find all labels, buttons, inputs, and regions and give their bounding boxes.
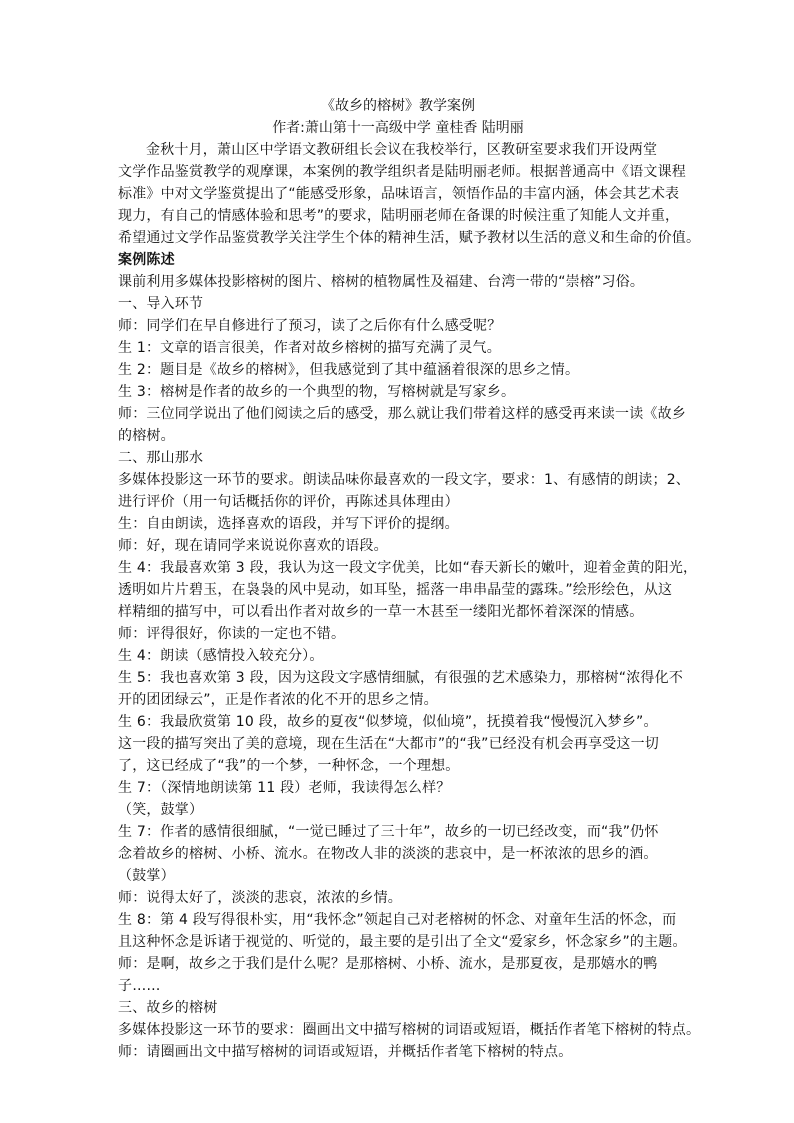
paragraph-line: 师：好，现在请同学来说说你喜欢的语段。: [118, 538, 388, 554]
paragraph-line: 标准》中对文学鉴赏提出了“能感受形象，品味语言，领悟作品的丰富内涵，体会其艺术表: [118, 186, 680, 202]
paragraph-line: 生 8：第 4 段写得很朴实，用“我怀念”领起自己对老榕树的怀念、对童年生活的怀念，而: [118, 912, 677, 928]
paragraph-line: 师：同学们在早自修进行了预习，读了之后你有什么感受呢？: [118, 318, 502, 334]
paragraph-line: 师：评得很好，你读的一定也不错。: [118, 626, 346, 642]
paragraph-line: 希望通过文学作品鉴赏教学关注学生个体的精神生活，赋予教材以生活的意义和生命的价值。: [118, 230, 701, 246]
paragraph-line: 生 2：题目是《故乡的榕树》，但我感觉到了其中蕴涵着很深的思乡之情。: [118, 362, 580, 378]
paragraph-line: 这一段的描写突出了美的意境，现在生活在“大都市”的“我”已经没有机会再享受这一切: [118, 736, 660, 752]
paragraph-line: 进行评价（用一句话概括你的评价，再陈述具体理由）: [118, 494, 459, 510]
paragraph-line: 生 1：文章的语言很美，作者对故乡榕树的描写充满了灵气。: [118, 340, 501, 356]
paragraph-line: 现力，有自己的情感体验和思考”的要求，陆明丽老师在备课的时候注重了知能人文并重，: [118, 208, 680, 224]
paragraph-line: 生 4：朗读（感情投入较充分）。: [118, 648, 324, 664]
paragraph-line: 课前利用多媒体投影榕树的图片、榕树的植物属性及福建、台湾一带的“崇榕”习俗。: [118, 274, 645, 290]
section-heading: 三、故乡的榕树: [118, 1000, 218, 1016]
paragraph-line: 生 7：作者的感情很细腻，“一觉已睡过了三十年”，故乡的一切已经改变，而“我”仍怀: [118, 824, 659, 840]
paragraph-line: 了，这已经成了“我”的一个梦，一种怀念，一个理想。: [118, 758, 460, 774]
paragraph-line: 生 5：我也喜欢第 3 段，因为这段文字感情细腻，有很强的艺术感染力，那榕树“浓得化不: [118, 670, 684, 686]
paragraph-line: 师：请圈画出文中描写榕树的词语或短语，并概括作者笔下榕树的特点。: [118, 1044, 573, 1060]
paragraph-line: 师：说得太好了，淡淡的悲哀，浓浓的乡情。: [118, 890, 402, 906]
paragraph-line: 开的团团绿云”，正是作者浓的化不开的思乡之情。: [118, 692, 438, 708]
paragraph-line: 金秋十月，萧山区中学语文教研组长会议在我校举行，区教研室要求我们开设两堂: [146, 142, 658, 158]
section-heading: 案例陈述: [118, 252, 175, 268]
paragraph-line: 多媒体投影这一环节的要求：圈画出文中描写榕树的词语或短语，概括作者笔下榕树的特点。: [118, 1022, 701, 1038]
section-heading: 一、导入环节: [118, 296, 204, 312]
paragraph-line: 生 7：（深情地朗读第 11 段）老师，我读得怎么样？: [118, 780, 451, 796]
paragraph-line: 且这种怀念是诉诸于视觉的、听觉的，最主要的是引出了全文“爱家乡，怀念家乡”的主题。: [118, 934, 687, 950]
paragraph-line: 生 4：我最喜欢第 3 段，我认为这一段文字优美，比如“春天新长的嫩叶，迎着金黄的阳光，: [118, 560, 698, 576]
paragraph-line: 师：三位同学说出了他们阅读之后的感受，那么就让我们带着这样的感受再来读一读《故乡: [118, 406, 686, 422]
paragraph-line: 生 3：榕树是作者的故乡的一个典型的物，写榕树就是写家乡。: [118, 384, 516, 400]
paragraph-line: （笑，鼓掌）: [118, 802, 204, 818]
document-title: 《故乡的榕树》教学案例: [321, 98, 475, 114]
document-author: 作者:萧山第十一高级中学 童桂香 陆明丽: [272, 120, 524, 136]
paragraph-line: 师：是啊，故乡之于我们是什么呢？是那榕树、小桥、流水，是那夏夜，是那嬉水的鸭: [118, 956, 658, 972]
paragraph-line: 文学作品鉴赏教学的观摩课，本案例的教学组织者是陆明丽老师。根据普通高中《语文课程: [118, 164, 686, 180]
paragraph-line: 透明如片片碧玉，在袅袅的风中晃动，如耳坠，摇落一串串晶莹的露珠。”绘形绘色，从这: [118, 582, 673, 598]
paragraph-line: 的榕树。: [118, 428, 175, 444]
paragraph-line: （鼓掌）: [118, 868, 175, 884]
paragraph-line: 生：自由朗读，选择喜欢的语段，并写下评价的提纲。: [118, 516, 459, 532]
paragraph-line: 子……: [118, 978, 161, 994]
paragraph-line: 样精细的描写中，可以看出作者对故乡的一草一木甚至一缕阳光都怀着深深的情感。: [118, 604, 644, 620]
paragraph-line: 念着故乡的榕树、小桥、流水。在物改人非的淡淡的悲哀中，是一杯浓浓的思乡的酒。: [118, 846, 658, 862]
paragraph-line: 多媒体投影这一环节的要求。朗读品味你最喜欢的一段文字，要求：1、有感情的朗读；2、: [118, 472, 691, 488]
section-heading: 二、那山那水: [118, 450, 204, 466]
paragraph-line: 生 6：我最欣赏第 10 段，故乡的夏夜“似梦境，似仙境”，抚摸着我“慢慢沉入梦乡”。: [118, 714, 658, 730]
